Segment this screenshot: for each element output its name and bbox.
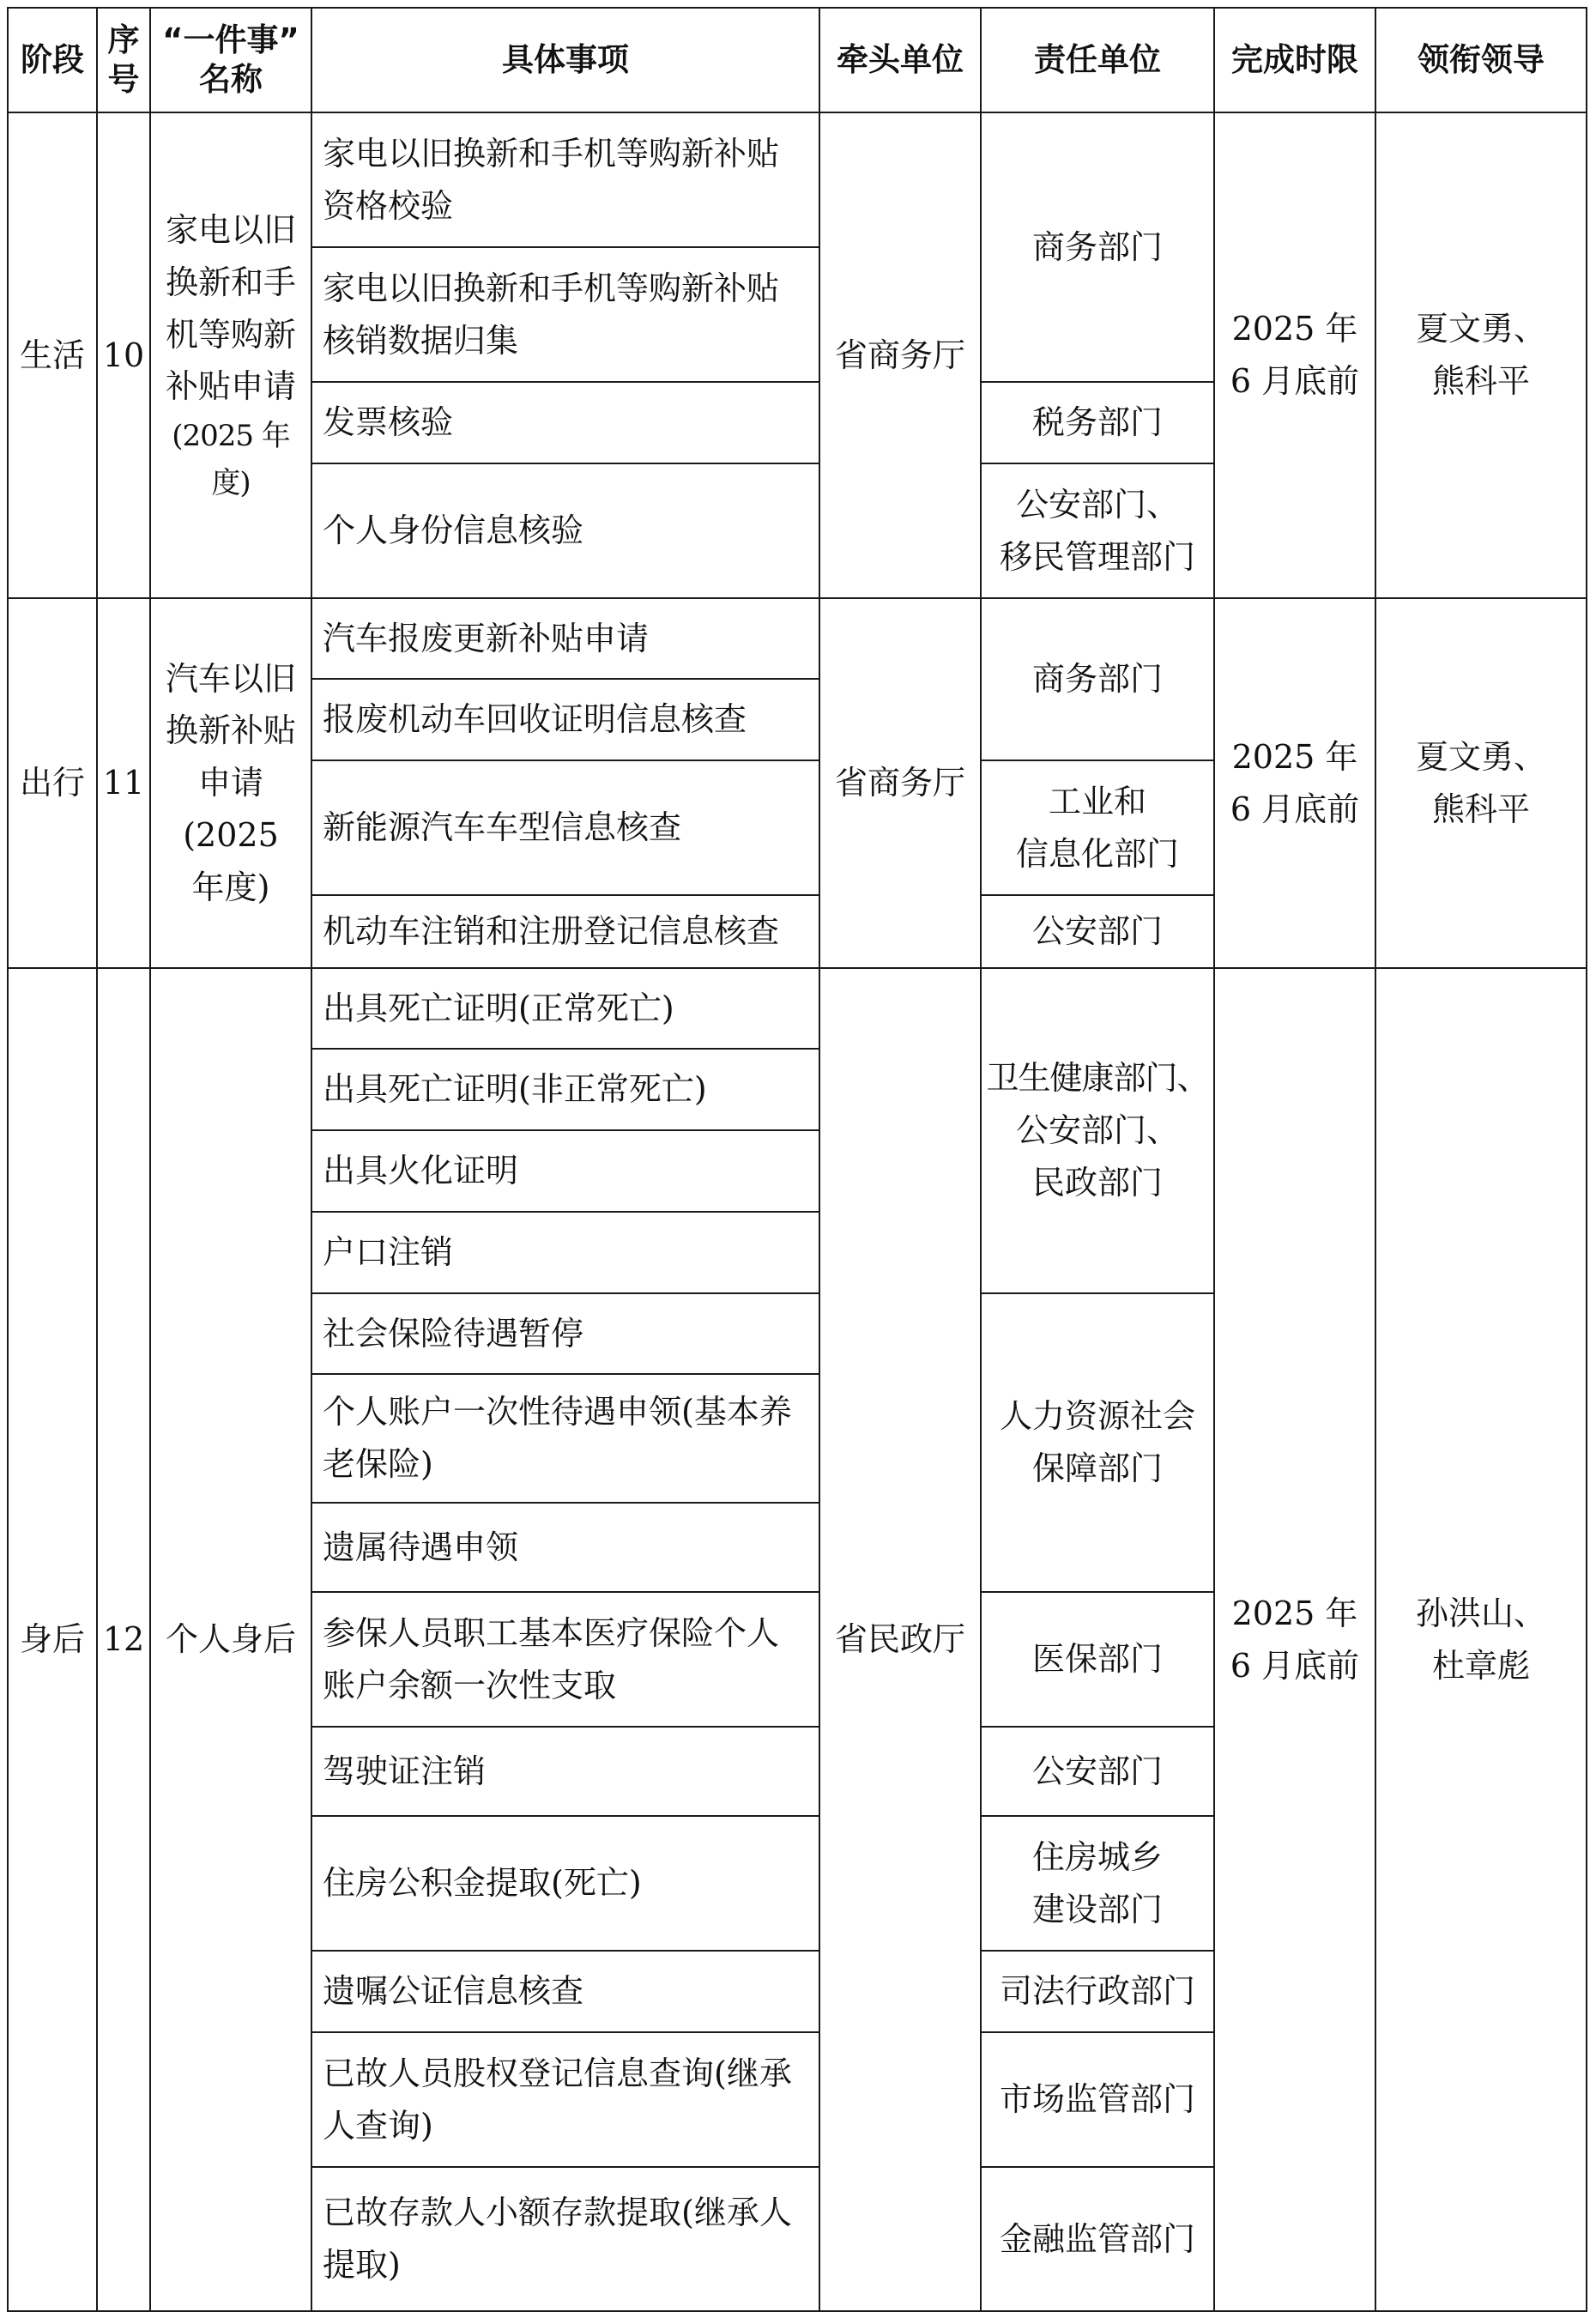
resp-unit-cell: 住房城乡 建设部门 — [981, 1816, 1214, 1951]
seq-cell: 11 — [97, 598, 150, 968]
item-cell: 参保人员职工基本医疗保险个人账户余额一次性支取 — [311, 1592, 819, 1727]
leader-cell: 夏文勇、 熊科平 — [1375, 598, 1587, 968]
matter-name-cell: 个人身后 — [150, 968, 311, 2311]
deadline-cell: 2025 年 6 月底前 — [1214, 112, 1375, 598]
item-cell: 驾驶证注销 — [311, 1727, 819, 1816]
item-cell: 社会保险待遇暂停 — [311, 1293, 819, 1374]
table-row — [8, 968, 1587, 1049]
header-row — [8, 8, 1587, 112]
table-row — [8, 598, 1587, 679]
item-cell: 汽车报废更新补贴申请 — [311, 598, 819, 679]
item-cell: 家电以旧换新和手机等购新补贴资格校验 — [311, 112, 819, 247]
item-cell: 户口注销 — [311, 1212, 819, 1293]
header-deadline: 完成时限 — [1214, 8, 1375, 112]
item-cell: 出具死亡证明(非正常死亡) — [311, 1049, 819, 1130]
item-cell: 已故人员股权登记信息查询(继承人查询) — [311, 2032, 819, 2167]
lead-unit-cell: 省商务厅 — [819, 112, 981, 598]
table-row — [8, 112, 1587, 247]
item-cell: 机动车注销和注册登记信息核查 — [311, 895, 819, 968]
item-cell: 个人身份信息核验 — [311, 463, 819, 598]
header-lead: 牵头单位 — [819, 8, 981, 112]
item-cell: 已故存款人小额存款提取(继承人提取) — [311, 2167, 819, 2311]
deadline-cell: 2025 年 6 月底前 — [1214, 968, 1375, 2311]
item-cell: 家电以旧换新和手机等购新补贴核销数据归集 — [311, 247, 819, 382]
resp-unit-cell: 公安部门 — [981, 1727, 1214, 1816]
item-cell: 遗嘱公证信息核查 — [311, 1951, 819, 2032]
leader-cell: 孙洪山、 杜章彪 — [1375, 968, 1587, 2311]
item-cell: 出具死亡证明(正常死亡) — [311, 968, 819, 1049]
resp-unit-cell: 金融监管部门 — [981, 2167, 1214, 2311]
deadline-cell: 2025 年 6 月底前 — [1214, 598, 1375, 968]
item-cell: 发票核验 — [311, 382, 819, 463]
header-name-line2: 名称 — [199, 61, 263, 98]
header-leader: 领衔领导 — [1375, 8, 1587, 112]
seq-cell: 12 — [97, 968, 150, 2311]
header-name-line1: “一件事” — [162, 21, 299, 58]
resp-unit-cell: 商务部门 — [981, 598, 1214, 760]
task-table — [7, 7, 1587, 2312]
item-cell: 报废机动车回收证明信息核查 — [311, 679, 819, 760]
resp-unit-cell: 医保部门 — [981, 1592, 1214, 1727]
header-seq — [97, 8, 150, 112]
resp-unit-cell: 人力资源社会 保障部门 — [981, 1293, 1214, 1592]
resp-unit-cell: 司法行政部门 — [981, 1951, 1214, 2032]
stage-cell: 生活 — [8, 112, 97, 598]
resp-unit-cell: 商务部门 — [981, 112, 1214, 382]
leader-cell: 夏文勇、 熊科平 — [1375, 112, 1587, 598]
header-stage: 阶段 — [8, 8, 97, 112]
item-cell: 出具火化证明 — [311, 1130, 819, 1212]
header-name — [150, 8, 311, 112]
item-cell: 新能源汽车车型信息核查 — [311, 760, 819, 895]
lead-unit-cell: 省商务厅 — [819, 598, 981, 968]
header-seq-line2: 号 — [107, 61, 140, 98]
header-resp: 责任单位 — [981, 8, 1214, 112]
seq-cell: 10 — [97, 112, 150, 598]
matter-name-cell: 汽车以旧 换新补贴 申请(2025 年度) — [150, 598, 311, 968]
resp-unit-cell: 卫生健康部门、 公安部门、 民政部门 — [981, 968, 1214, 1293]
stage-cell: 出行 — [8, 598, 97, 968]
item-cell: 住房公积金提取(死亡) — [311, 1816, 819, 1951]
resp-unit-cell: 市场监管部门 — [981, 2032, 1214, 2167]
resp-unit-cell: 公安部门、 移民管理部门 — [981, 463, 1214, 598]
document-page — [7, 7, 1587, 2312]
stage-cell: 身后 — [8, 968, 97, 2311]
resp-unit-cell: 税务部门 — [981, 382, 1214, 463]
item-cell: 遗属待遇申领 — [311, 1503, 819, 1592]
header-item: 具体事项 — [311, 8, 819, 112]
lead-unit-cell: 省民政厅 — [819, 968, 981, 2311]
matter-name-cell: 家电以旧 换新和手 机等购新 补贴申请 (2025 年度) — [150, 112, 311, 598]
item-cell: 个人账户一次性待遇申领(基本养老保险) — [311, 1374, 819, 1503]
resp-unit-cell: 公安部门 — [981, 895, 1214, 968]
resp-unit-cell: 工业和 信息化部门 — [981, 760, 1214, 895]
header-seq-line1: 序 — [107, 21, 140, 58]
